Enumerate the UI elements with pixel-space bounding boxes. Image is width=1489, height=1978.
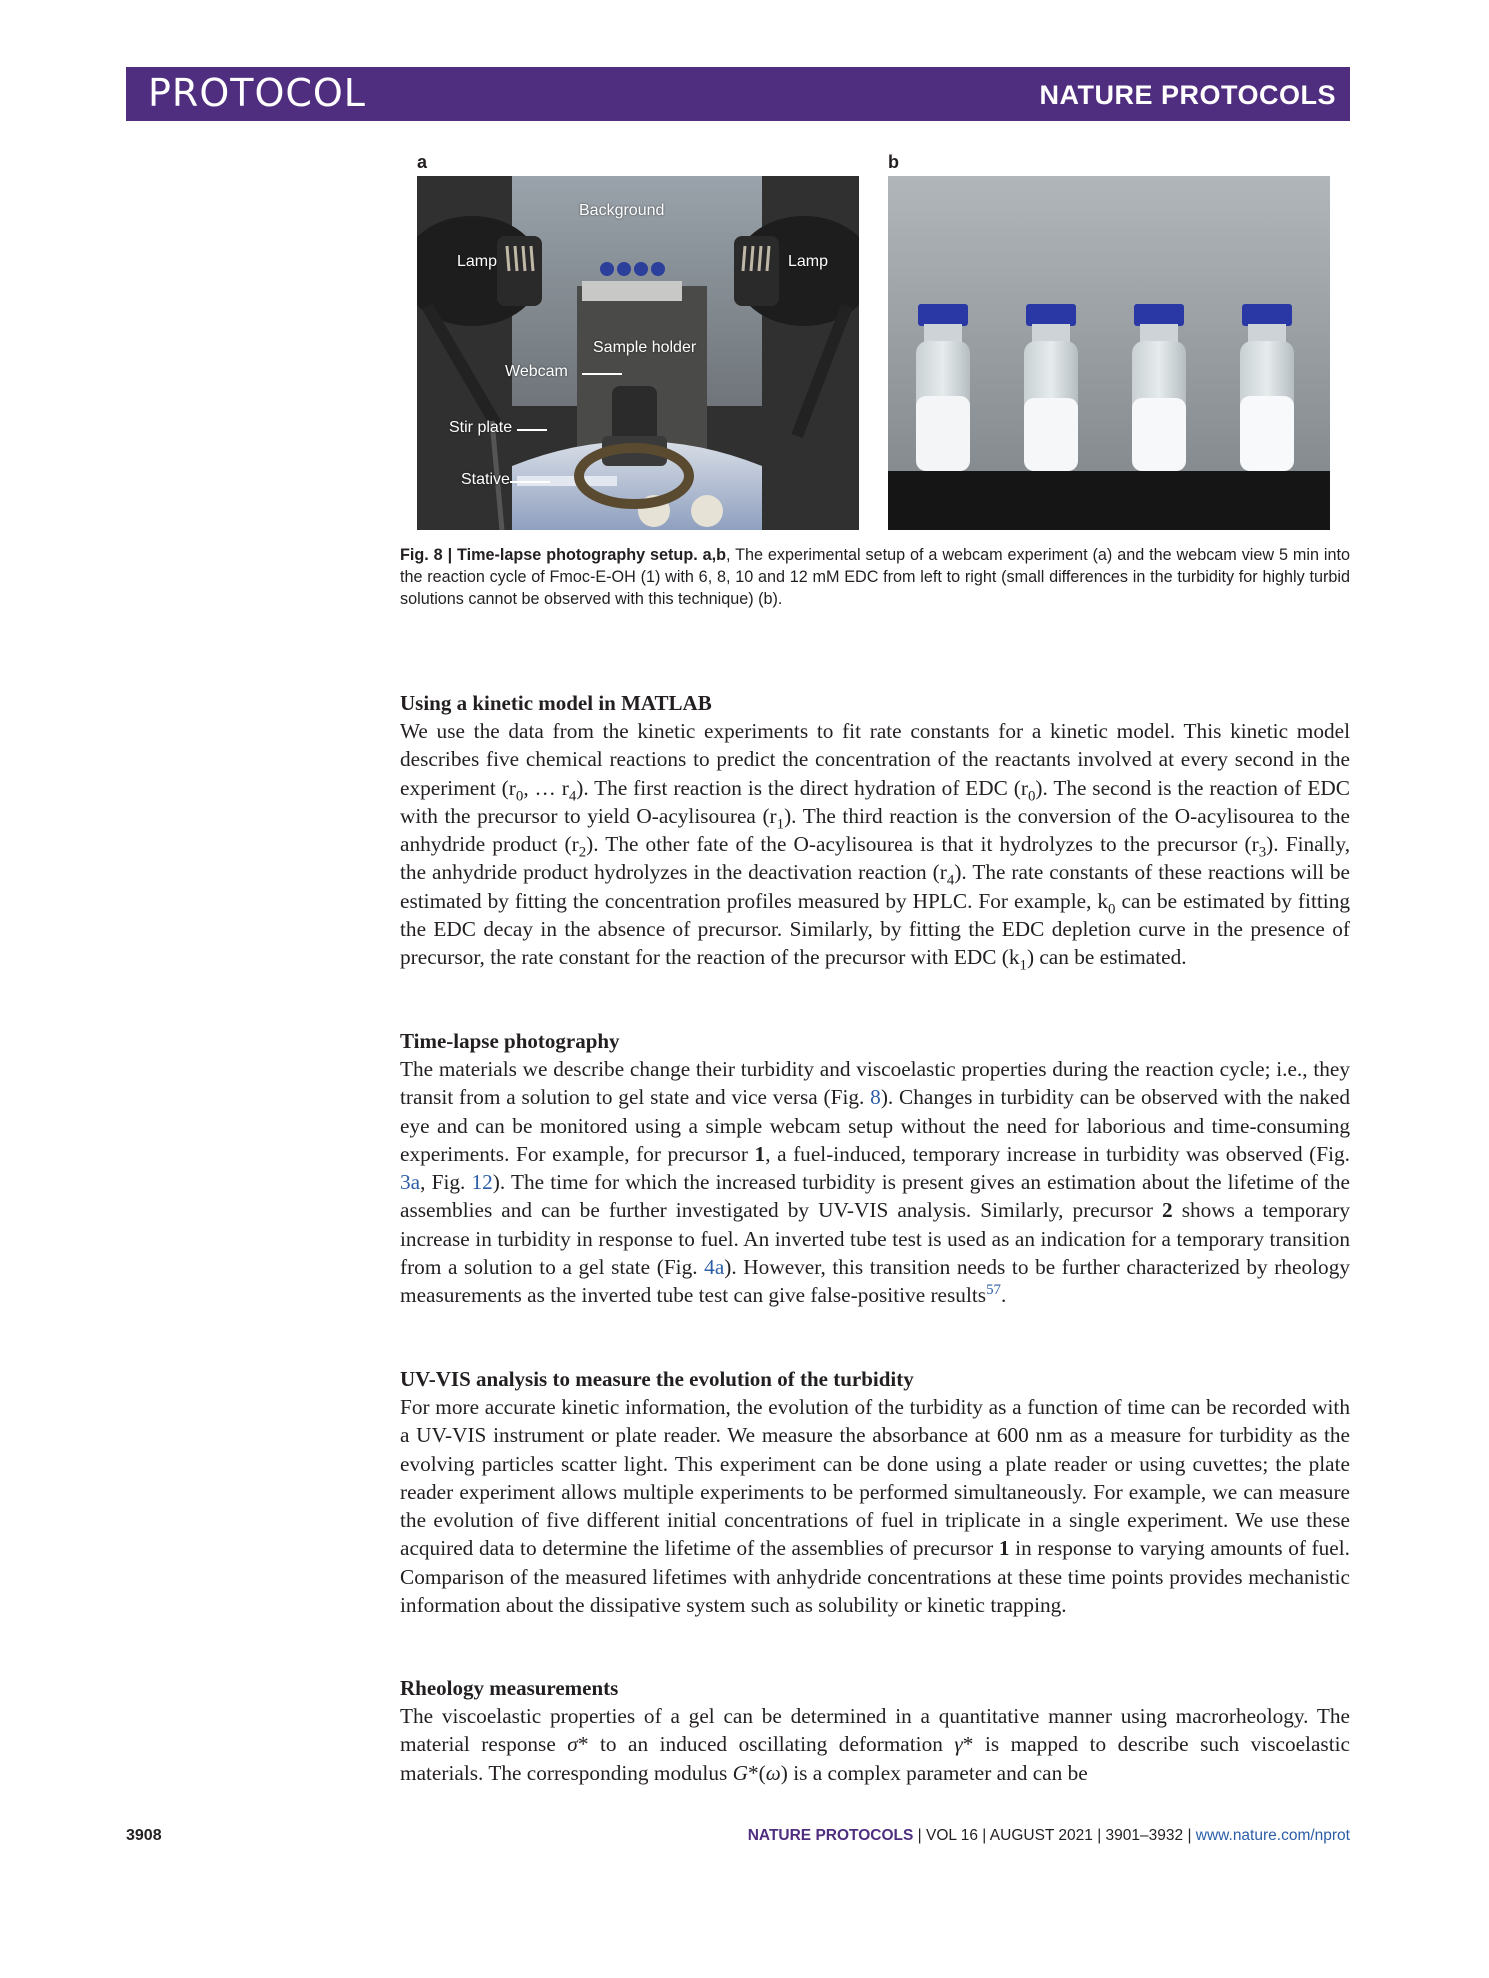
stative-pointer [510,481,550,483]
page-header [126,67,1350,121]
section-rheology [400,1674,1350,1787]
heading-time-lapse: Time-lapse photography [400,1029,620,1053]
journal-name: NATURE PROTOCOLS [1039,80,1336,110]
paragraph-uv-vis: For more accurate kinetic information, the evolution of the turbidity as a function of time can be recorded with a UV-VIS instrument or plate reader. We measure the absorbance at 600 nm as a measure for turbidity as the evolving particles scatter light. This experiment can be done using a plate reader or using cuvettes; the plate reader experiment allows multiple experiments to be performed simultaneously. For example, we can measure the evolution of five different initial concentrations of fuel in triplicate in a single experiment. We use these acquired data to determine the lifetime of the assemblies of precursor 1 in response to varying amounts of fuel. Comparison of the measured lifetimes with anhydride concentrations at these time points provides mechanistic information about the dissipative system such as solubility or kinetic trapping. [400,1395,1350,1618]
caption-body: , The experimental setup of a webcam experiment (a) and the webcam view 5 min into the reaction cycle of Fmoc-E-OH (1) with 6, 8, 10 and 12 mM EDC from left to right (small differences in the turbidity for highly turbid solutions cannot be observed with this technique) (b). [400,546,1350,608]
paragraph-kinetic-model: We use the data from the kinetic experiments to fit rate constants for a kinetic model. This kinetic model describes five chemical reactions to predict the concentration of the reactants involved at every second in the experiment ($r_0$, … $r_4$). The first reaction is the direct hydration of EDC $(r_0)$. The second is the reaction of EDC with the precursor to yield O-acylisourea $(r_1)$. The third reaction is the conversion of the O-acylisourea to the anhydride product $(r_2)$. The other fate of the O-acylisourea is that it hydrolyzes to the precursor $(r_3)$. Finally, the anhydride product hydrolyzes in the deactivation reaction $(r_4)$. The rate constants of these reactions will be estimated by fitting the concentration profiles measured by HPLC. For example, $k_0$ can be estimated by fitting the EDC decay in the absence of precursor. Similarly, by fitting the EDC depletion curve in the presence of precursor, the rate constant for the reaction of the precursor with EDC $(k_1)$ can be estimated. [400,719,1351,974]
footer-date: AUGUST 2021 [989,1827,1093,1844]
label-webcam: Webcam [505,363,568,380]
section-time-lapse [400,1027,1350,1310]
vials-photo [888,176,1330,530]
label-sample-holder: Sample holder [593,339,697,356]
footer-citation: NATURE PROTOCOLS | VOL 16 | AUGUST 2021 | 3901–3932 | www.nature.com/nprot [747,1827,1350,1844]
ref-fig-8[interactable]: 8 [870,1085,881,1110]
footer-volume: VOL 16 [926,1827,978,1844]
label-stative: Stative [461,471,510,488]
footer-pages: 3901–3932 [1105,1827,1184,1844]
label-background: Background [579,202,665,219]
stir-plate-pointer [517,429,547,431]
setup-photo [417,176,859,530]
caption-title: Fig. 8 | Time-lapse photography setup. a,b [400,546,726,564]
panel-a-label: a [417,152,428,172]
label-stir-plate: Stir plate [449,419,513,436]
footer-url[interactable]: www.nature.com/nprot [1195,1827,1350,1844]
heading-rheology: Rheology measurements [400,1676,619,1700]
page-number: 3908 [126,1827,162,1844]
section-kinetic-model [400,689,1350,972]
footer-journal: NATURE PROTOCOLS [747,1827,914,1844]
label-lamp-right: Lamp [788,253,829,270]
section-uv-vis [400,1365,1350,1619]
figure-caption [400,544,1350,610]
webcam-pointer [582,373,622,375]
ref-fig-3a[interactable]: 3a [400,1170,421,1195]
label-lamp-left: Lamp [457,253,498,270]
heading-uv-vis: UV-VIS analysis to measure the evolution of the turbidity [400,1367,914,1391]
paragraph-rheology: The viscoelastic properties of a gel can be determined in a quantitative manner using macrorheology. The material response σ* to an induced oscillating deformation γ* is mapped to describe such viscoelastic materials. The corresponding modulus G*(ω) is a complex parameter and can be [400,1704,1351,1785]
ref-57[interactable]: 57 [986,1282,1001,1299]
section-label: PROTOCOL [148,71,366,115]
panel-b-label: b [888,152,899,172]
paragraph-time-lapse: The materials we describe change their turbidity and viscoelastic properties during the reaction cycle; i.e., they transit from a solution to gel state and vice versa (Fig. 8). Changes in turbidity can be observed with the naked eye and can be monitored using a simple webcam setup without the need for laborious and time-consuming experiments. For example, for precursor 1, a fuel-induced, temporary increase in turbidity was observed (Fig. 3a, Fig. 12). The time for which the increased turbidity is present gives an estimation about the lifetime of the assemblies and can be further investigated by UV-VIS analysis. Similarly, precursor 2 shows a temporary increase in turbidity in response to fuel. An inverted tube test is used as an indication for a temporary transition from a solution to a gel state (Fig. 4a). However, this transition needs to be further characterized by rheology measurements as the inverted tube test can give false-positive results$^{57}$. [400,1057,1351,1308]
ref-fig-12[interactable]: 12 [471,1170,493,1195]
heading-kinetic-model: Using a kinetic model in MATLAB [400,691,712,715]
ref-fig-4a[interactable]: 4a [704,1255,725,1280]
